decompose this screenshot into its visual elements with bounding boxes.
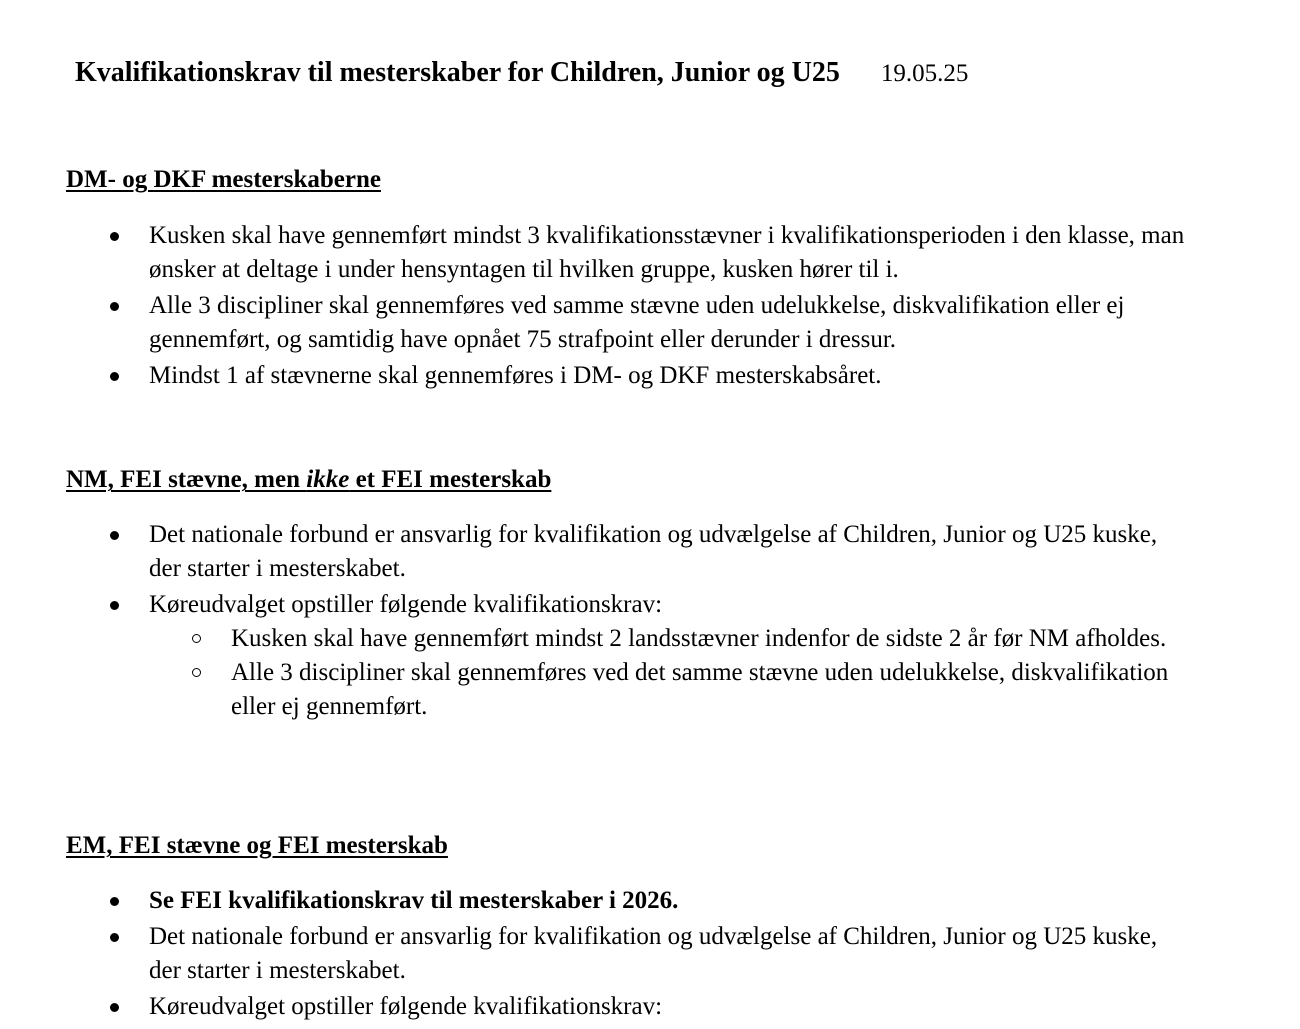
- list-item: [0, 219, 1189, 287]
- list-item-text: Kusken skal have gennemført mindst 3 kvalifikationsstævner i kvalifikationsperioden i den klasse, man ønsker at deltage i under hensyntagen til hvilken gruppe, kusken hører til i.: [149, 222, 1185, 283]
- list-item: [0, 920, 1189, 988]
- heading-part: et FEI mesterskab: [349, 466, 552, 493]
- bullet-icon: [110, 601, 119, 610]
- list-item: [0, 518, 1189, 586]
- section-heading-em: EM, FEI stævne og FEI mesterskab: [66, 832, 448, 859]
- section-list-em: [0, 884, 1300, 1026]
- list-item-text: Det nationale forbund er ansvarlig for kvalifikation og udvælgelse af Children, Junior og U25 kuske, der starter i mesterskabet.: [149, 521, 1158, 582]
- list-item-text: Køreudvalget opstiller følgende kvalifikationskrav:: [149, 993, 663, 1020]
- sub-list-item-text: Kusken skal have gennemført mindst 2 landsstævner indenfor de sidste 2 år før NM afholdes.: [231, 625, 1167, 652]
- list-item-text: Se FEI kvalifikationskrav til mesterskaber i 2026.: [149, 887, 679, 914]
- section-list-nm: [0, 518, 1300, 726]
- list-item: [0, 289, 1189, 357]
- list-item: [0, 588, 1189, 724]
- hollow-bullet-icon: [192, 634, 201, 643]
- bullet-icon: [110, 1003, 119, 1012]
- section-list-dm-dkf: [0, 219, 1300, 395]
- bullet-icon: [110, 372, 119, 381]
- heading-part: NM, FEI stævne, men: [66, 466, 307, 493]
- sub-list: [149, 622, 1189, 724]
- list-item-text: Alle 3 discipliner skal gennemføres ved samme stævne uden udelukkelse, diskvalifikation eller ej gennemført, og samtidig have opnået 75 strafpoint eller derunder i dressur.: [149, 292, 1125, 353]
- sub-list-item-text: Alle 3 discipliner skal gennemføres ved det samme stævne uden udelukkelse, diskvalifikation eller ej gennemført.: [231, 659, 1169, 720]
- document-date: 19.05.25: [880, 60, 969, 87]
- list-item: [0, 990, 1189, 1024]
- section-heading-dm-dkf: DM- og DKF mesterskaberne: [66, 166, 381, 193]
- bullet-icon: [110, 933, 119, 942]
- bullet-icon: [110, 302, 119, 311]
- list-item: [0, 884, 1189, 918]
- list-item-text: Mindst 1 af stævnerne skal gennemføres i DM- og DKF mesterskabsåret.: [149, 362, 882, 389]
- heading-italic-word: ikke: [306, 466, 350, 493]
- section-heading-nm: [66, 464, 551, 496]
- bullet-icon: [110, 897, 119, 906]
- hollow-bullet-icon: [192, 668, 201, 677]
- list-item-text: Køreudvalget opstiller følgende kvalifikationskrav:: [149, 591, 663, 618]
- bullet-icon: [110, 232, 119, 241]
- list-item: [0, 359, 1189, 393]
- document-title: [75, 55, 968, 92]
- list-item-text: Det nationale forbund er ansvarlig for kvalifikation og udvælgelse af Children, Junior og U25 kuske, der starter i mesterskabet.: [149, 923, 1158, 984]
- bullet-icon: [110, 531, 119, 540]
- title-text: Kvalifikationskrav til mesterskaber for Children, Junior og U25: [75, 57, 840, 88]
- sub-list-item: [0, 656, 1189, 724]
- sub-list-item: [0, 622, 1189, 656]
